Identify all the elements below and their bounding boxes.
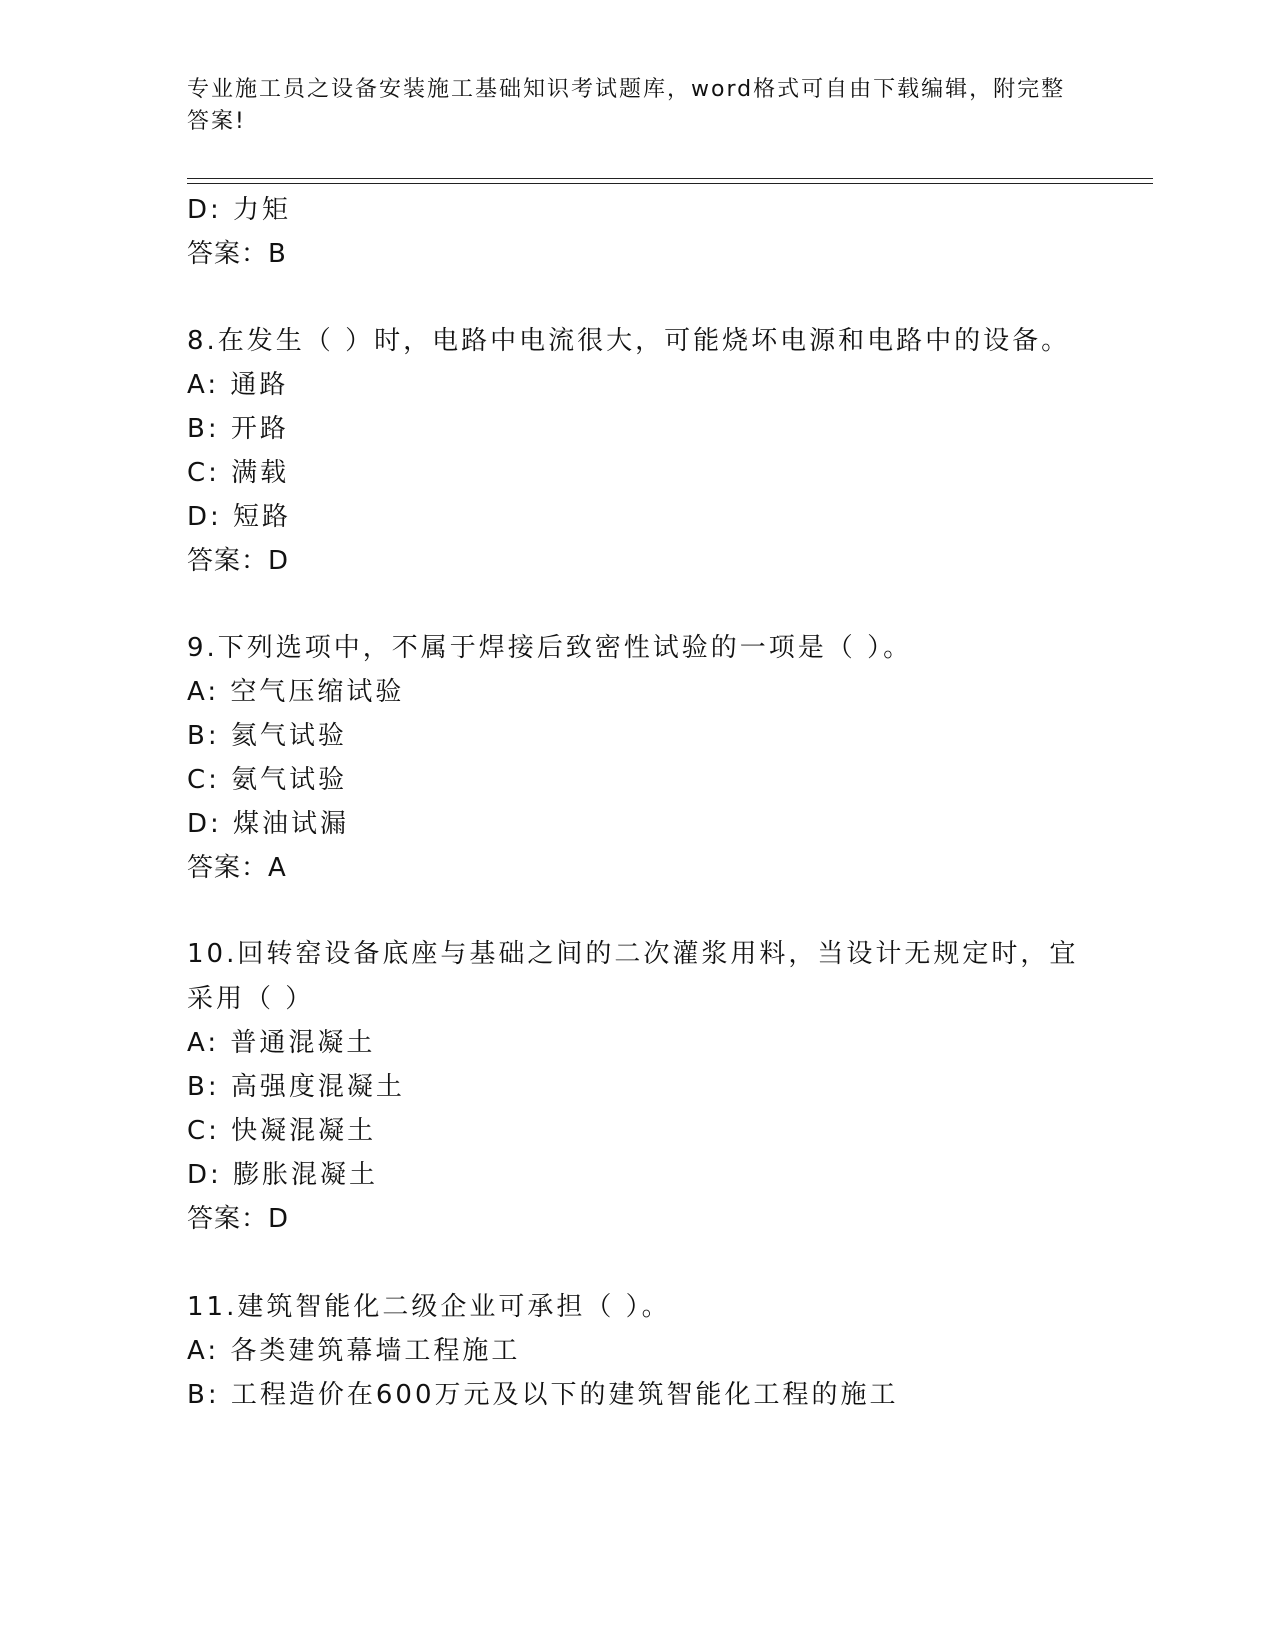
prev-option-d: D: 力矩 bbox=[187, 195, 292, 225]
q8-stem: 8.在发生（ ）时，电路中电流很大，可能烧坏电源和电路中的设备。 bbox=[187, 326, 1071, 356]
q9-answer: 答案：A bbox=[187, 853, 287, 883]
header-divider-top bbox=[187, 178, 1153, 179]
q8-option-d: D: 短路 bbox=[187, 502, 292, 532]
q11-stem: 11.建筑智能化二级企业可承担（ ）。 bbox=[187, 1292, 671, 1322]
q8-option-a: A: 通路 bbox=[187, 370, 289, 400]
prev-answer: 答案：B bbox=[187, 239, 287, 269]
q11-option-a: A: 各类建筑幕墙工程施工 bbox=[187, 1336, 521, 1366]
q9-option-a: A: 空气压缩试验 bbox=[187, 677, 405, 707]
q10-option-c: C: 快凝混凝土 bbox=[187, 1116, 377, 1146]
q9-option-d: D: 煤油试漏 bbox=[187, 809, 350, 839]
q8-option-c: C: 满载 bbox=[187, 458, 290, 488]
q11-option-b: B: 工程造价在600万元及以下的建筑智能化工程的施工 bbox=[187, 1380, 899, 1410]
q9-stem: 9.下列选项中，不属于焊接后致密性试验的一项是（ ）。 bbox=[187, 633, 913, 663]
header-note: 专业施工员之设备安装施工基础知识考试题库，word格式可自由下载编辑，附完整答案! bbox=[187, 77, 1066, 134]
q9-option-c: C: 氨气试验 bbox=[187, 765, 348, 795]
q8-option-b: B: 开路 bbox=[187, 414, 289, 444]
q8-answer: 答案：D bbox=[187, 546, 290, 576]
q10-option-d: D: 膨胀混凝土 bbox=[187, 1160, 379, 1190]
q10-option-b: B: 高强度混凝土 bbox=[187, 1072, 405, 1102]
q9-option-b: B: 氦气试验 bbox=[187, 721, 347, 751]
q10-option-a: A: 普通混凝土 bbox=[187, 1028, 376, 1058]
header-divider-bottom bbox=[187, 183, 1153, 184]
q10-answer: 答案：D bbox=[187, 1204, 290, 1234]
q10-stem: 10.回转窑设备底座与基础之间的二次灌浆用料，当设计无规定时，宜采用（ ） bbox=[187, 939, 1079, 1014]
